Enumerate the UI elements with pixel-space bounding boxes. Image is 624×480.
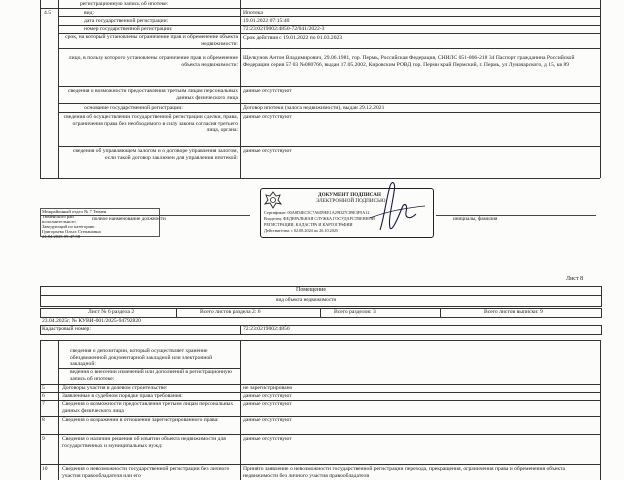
row-label-pledge-manager: сведения об управляющем залогом и о договоре управления залогом, если такой договор заключен для управления ипотекой:: [72, 148, 238, 161]
row-num-7: 7: [42, 401, 45, 407]
sheet-label: Лист 8: [566, 276, 584, 282]
handwritten-signature: [350, 178, 430, 236]
stamp-owner-cont: РЕГИСТРАЦИИ, КАДАСТРА И КАРТОГРАФИИ: [264, 222, 353, 227]
stamp-subtitle: ЭЛЕКТРОННОЙ ПОДПИСЬЮ: [316, 198, 386, 204]
row-label-third-party-data: Сведения о возможности предоставления третьим лицам персональных данных физического лица: [62, 401, 234, 414]
row-num-8: 8: [42, 417, 45, 423]
row-value-reg-date: 19.01.2022 07:15:40: [243, 18, 290, 24]
row-label-third-party: сведения о возможности предоставления третьим лицам персональных данных физического лица: [68, 88, 238, 101]
row-value-shared-construction: не зарегистрировано: [243, 385, 293, 391]
row-value-beneficiary: Щелкунов Антон Владимирович, 29.06.1981, гор. Пермь, Российская Федерация, СНИЛС 051-806-218 34 Паспорт гражданина Российской Федерации серия 57 03 №080766, выдан 17.05.2002, Кировским РОВД гор. Перми край Пермский, г. Пермь, ул Луначарского, д 15, кв 89: [243, 55, 575, 68]
extract-date-number: 23.04.2025г. № КУВИ-001/2025-94792820: [42, 318, 141, 324]
row-label-reg-number: номер государственной регистрации:: [84, 26, 173, 32]
row-label-depositary: сведения о депозитарии, который осуществляет хранение обездвиженной документарной закладной или электронной закладной:: [70, 348, 213, 368]
registrar-line-3: исполнительного: [42, 219, 76, 224]
stamp-validity: Действителен: с 02.08.2024 по 26.10.2025: [264, 228, 339, 233]
row-value-third-party-data: данные отсутствуют: [243, 401, 292, 407]
row-value-personal-participation: Принято заявление о невозможности государственной регистрации перехода, прекращения, ограничения права и обременения объекта недвижимости без личного участия правообладателя: [243, 466, 566, 479]
initials-caption: инициалы, фамилия: [453, 216, 498, 222]
cadastral-value: 72:23:0219002:4850: [243, 326, 290, 332]
section-number: 4.5: [44, 10, 51, 16]
registrar-line-6: 24.04.2025 09:47:58: [42, 234, 81, 239]
registrar-line-2: Тюменского рай: [42, 214, 74, 219]
registrar-line-1: Межрайонный отдел № 7 Тюмен: [42, 209, 107, 214]
row-label-objection: Сведения о возражении в отношении зарегистрированного права:: [62, 417, 219, 423]
row-num-5: 5: [42, 385, 45, 391]
row-label-changes: ведения о внесении изменений или дополнений в регистрационную запись об ипотеке:: [70, 369, 232, 382]
row-label-term: срок, на который установлены ограничение прав и обременение объекта недвижимости:: [65, 34, 238, 47]
row-value-basis: Договор ипотеки (залога недвижимости), выдан 29.12.2021: [243, 105, 385, 111]
row-label-court-claims: Заявленные в судебном порядке права требования:: [62, 393, 183, 399]
row-value-term: Срок действия с 19.01.2022 по 01.03.2023: [243, 35, 343, 41]
row-num-10: 10: [42, 466, 48, 472]
stamp-cert: Сертификат: 00A8D4EC5C7A6D9EE1A29D27C89E3F9A12: [264, 210, 370, 215]
cadastral-label: Кадастровый номер:: [42, 326, 91, 332]
row-label-seizure: Сведения о наличии решения об изъятии объекта недвижимости для государственных и муниципальных нужд:: [62, 436, 226, 449]
row-value-third-party: данные отсутствуют: [243, 88, 292, 94]
row-num-6: 6: [42, 393, 45, 399]
row-value-seizure: данные отсутствуют: [243, 436, 292, 442]
position-caption: полное наименование должности: [92, 216, 166, 222]
row-value-pledge-manager: данные отсутствуют: [243, 148, 292, 154]
object-type: Помещение: [296, 287, 327, 293]
row-label-beneficiary: лицо, в пользу которого установлены ограничение прав и обременение объекта недвижимости:: [68, 55, 238, 68]
stamp-title: ДОКУМЕНТ ПОДПИСАН: [318, 192, 381, 198]
row-label-consent: сведения об осуществлении государственной регистрации сделки, права, ограничения права без необходимого в силу закона согласия третьего лица, органа:: [63, 114, 238, 134]
row-value-court-claims: данные отсутствуют: [243, 393, 292, 399]
registrar-line-5: Григорьева Ольга Степановна: [42, 229, 101, 234]
row-num-9: 9: [42, 436, 45, 442]
row-label-type: вид:: [84, 10, 95, 16]
sheet-of-section: Лист № 6 раздела 2: [88, 309, 135, 315]
row-label-reg-date: дата государственной регистрации:: [84, 18, 169, 24]
registrar-line-4: Заведующий по категорию: [42, 224, 95, 229]
row-prev-label: регистрационную запись об ипотеке:: [80, 1, 169, 7]
row-label-personal-participation: Сведения о невозможности государственной регистрации без личного участия правообладателя или его: [62, 466, 230, 479]
stamp-owner: Владелец: ФЕДЕРАЛЬНАЯ СЛУЖБА ГОСУДАРСТВЕННОЙ: [264, 216, 375, 221]
row-value-reg-number: 72:23:0219002:4850-72/041/2022-3: [243, 26, 325, 32]
row-value-type: Ипотека: [243, 10, 263, 16]
total-section-sheets: Всего листов раздела 2: 6: [200, 309, 261, 315]
total-sections: Всего разделов: 3: [334, 309, 376, 315]
row-value-consent: данные отсутствуют: [243, 114, 292, 120]
cadastral-row: [40, 325, 602, 335]
row-value-objection: данные отсутствуют: [243, 417, 292, 423]
object-type-caption: вид объекта недвижимости: [276, 297, 337, 303]
row-label-basis: основание государственной регистрации:: [84, 105, 183, 111]
emblem-icon: [262, 190, 284, 210]
row-label-shared-construction: Договоры участия в долевом строительстве:: [62, 385, 168, 391]
total-extract-sheets: Всего листов выписки: 9: [484, 309, 543, 315]
